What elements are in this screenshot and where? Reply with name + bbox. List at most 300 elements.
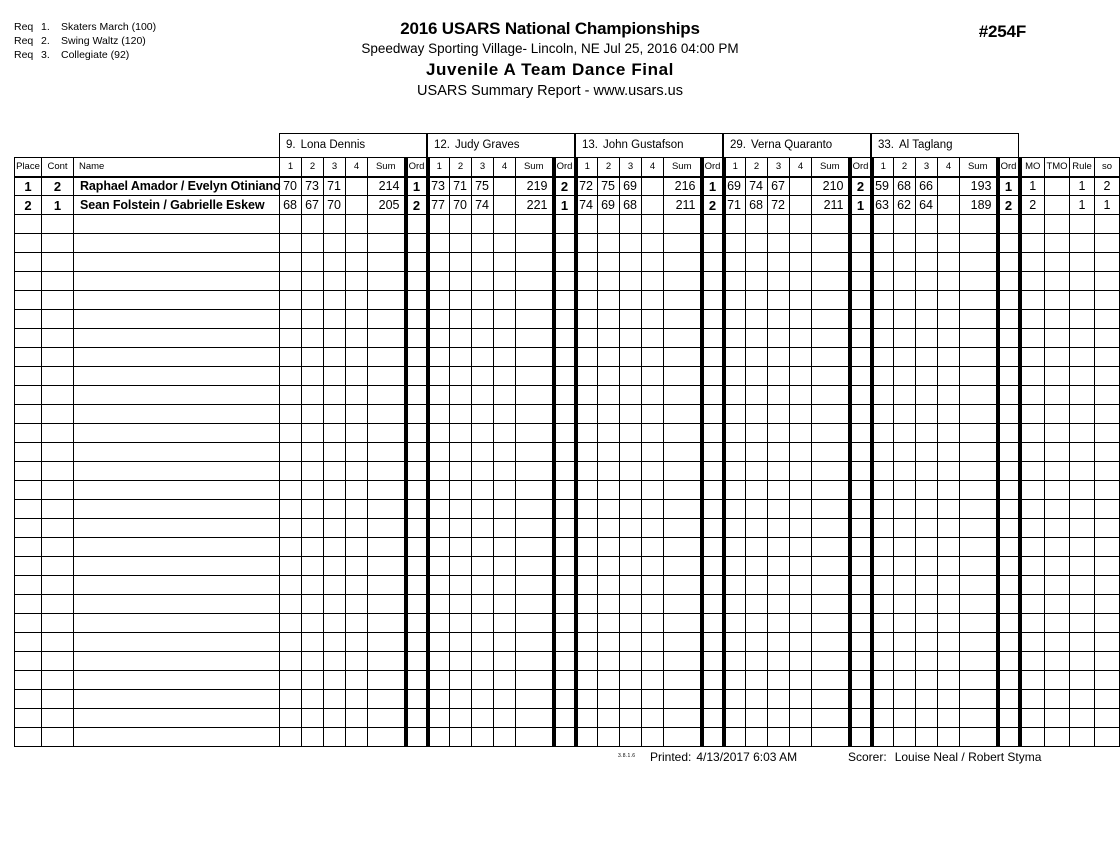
cell-empty	[598, 595, 620, 614]
event-title: Juvenile A Team Dance Final	[426, 60, 674, 79]
cell-empty	[746, 386, 768, 405]
cell-empty	[280, 424, 302, 443]
requirement-label: Req	[14, 49, 34, 61]
cell-judge5-sum: 189	[960, 196, 998, 215]
table-row-empty[interactable]	[15, 329, 1120, 348]
cell-empty	[790, 234, 812, 253]
cell-empty	[42, 462, 74, 481]
cell-empty	[42, 443, 74, 462]
cell-empty	[598, 557, 620, 576]
cell-empty	[702, 538, 724, 557]
cell-empty	[620, 405, 642, 424]
table-row-empty[interactable]	[15, 576, 1120, 595]
cell-empty	[472, 424, 494, 443]
cell-empty	[428, 348, 450, 367]
cell-empty	[368, 405, 406, 424]
table-row-empty[interactable]	[15, 614, 1120, 633]
cell-empty	[790, 215, 812, 234]
cell-empty	[576, 481, 598, 500]
cell-empty	[406, 538, 428, 557]
cell-empty	[872, 272, 894, 291]
cell-empty	[554, 538, 576, 557]
cell-empty	[406, 462, 428, 481]
cell-empty	[998, 272, 1020, 291]
cell-empty	[724, 576, 746, 595]
cell-empty	[1070, 253, 1095, 272]
cell-empty	[850, 671, 872, 690]
cell-empty	[664, 291, 702, 310]
cell-empty	[768, 481, 790, 500]
cell-empty	[642, 671, 664, 690]
table-row-empty[interactable]	[15, 538, 1120, 557]
cell-empty	[346, 234, 368, 253]
cell-empty	[302, 462, 324, 481]
table-row-empty[interactable]	[15, 424, 1120, 443]
cell-empty	[494, 481, 516, 500]
cell-empty	[74, 462, 280, 481]
cell-empty	[472, 519, 494, 538]
cell-empty	[15, 291, 42, 310]
cell-empty	[724, 728, 746, 747]
cell-empty	[768, 272, 790, 291]
col-header-judge5-score3: 3	[916, 158, 938, 177]
cell-empty	[746, 443, 768, 462]
cell-empty	[702, 709, 724, 728]
cell-empty	[302, 690, 324, 709]
cell-empty	[872, 424, 894, 443]
cell-empty	[516, 633, 554, 652]
cell-empty	[1070, 329, 1095, 348]
cell-judge4-sum: 211	[812, 196, 850, 215]
cell-empty	[494, 633, 516, 652]
cell-empty	[872, 291, 894, 310]
cell-judge3-score1: 74	[576, 196, 598, 215]
cell-judge3-sum: 216	[664, 177, 702, 196]
cell-empty	[15, 671, 42, 690]
cell-judge2-score4	[494, 196, 516, 215]
cell-empty	[812, 405, 850, 424]
cell-empty	[280, 272, 302, 291]
cell-empty	[938, 386, 960, 405]
cell-empty	[1045, 595, 1070, 614]
cell-empty	[74, 671, 280, 690]
cell-empty	[664, 728, 702, 747]
cell-judge4-sum: 210	[812, 177, 850, 196]
cell-empty	[620, 481, 642, 500]
cell-empty	[1020, 310, 1045, 329]
cell-empty	[1095, 500, 1120, 519]
cell-empty	[790, 462, 812, 481]
cell-empty	[428, 405, 450, 424]
cell-empty	[998, 367, 1020, 386]
judge-header-band	[14, 133, 1043, 158]
table-row-empty[interactable]	[15, 272, 1120, 291]
cell-empty	[938, 443, 960, 462]
cell-empty	[724, 633, 746, 652]
cell-empty	[746, 538, 768, 557]
col-header-judge3-sum: Sum	[664, 158, 702, 177]
cell-empty	[42, 557, 74, 576]
table-row-empty[interactable]	[15, 728, 1120, 747]
table-row-empty[interactable]	[15, 481, 1120, 500]
cell-empty	[746, 424, 768, 443]
cell-empty	[516, 310, 554, 329]
cell-empty	[598, 633, 620, 652]
table-row-empty[interactable]	[15, 500, 1120, 519]
col-header-judge5-sum: Sum	[960, 158, 998, 177]
cell-empty	[620, 557, 642, 576]
table-row-empty[interactable]	[15, 310, 1120, 329]
cell-empty	[406, 652, 428, 671]
cell-judge5-score4	[938, 177, 960, 196]
cell-empty	[576, 443, 598, 462]
table-row[interactable]	[15, 177, 1120, 196]
cell-empty	[768, 595, 790, 614]
cell-empty	[576, 367, 598, 386]
cell-empty	[702, 329, 724, 348]
cell-empty	[450, 652, 472, 671]
cell-empty	[472, 728, 494, 747]
cell-empty	[516, 728, 554, 747]
col-header-judge5-ord: Ord	[998, 158, 1020, 177]
cell-empty	[916, 538, 938, 557]
cell-judge4-score4	[790, 177, 812, 196]
cell-empty	[406, 215, 428, 234]
cell-empty	[768, 500, 790, 519]
cell-empty	[450, 329, 472, 348]
col-header-judge2-score4: 4	[494, 158, 516, 177]
cell-empty	[472, 500, 494, 519]
cell-empty	[960, 576, 998, 595]
cell-empty	[516, 253, 554, 272]
cell-empty	[790, 443, 812, 462]
cell-empty	[324, 519, 346, 538]
cell-empty	[620, 500, 642, 519]
cell-empty	[368, 481, 406, 500]
cell-empty	[812, 386, 850, 405]
cell-empty	[368, 671, 406, 690]
cell-empty	[938, 291, 960, 310]
cell-empty	[702, 215, 724, 234]
cell-empty	[406, 329, 428, 348]
cell-empty	[42, 671, 74, 690]
cell-empty	[368, 595, 406, 614]
cell-empty	[1070, 614, 1095, 633]
cell-empty	[406, 481, 428, 500]
cell-empty	[74, 405, 280, 424]
cell-empty	[576, 348, 598, 367]
cell-empty	[406, 576, 428, 595]
cell-tmo	[1045, 196, 1070, 215]
cell-empty	[724, 443, 746, 462]
cell-empty	[702, 253, 724, 272]
cell-empty	[74, 557, 280, 576]
cell-empty	[302, 500, 324, 519]
cell-empty	[998, 253, 1020, 272]
table-row-empty[interactable]	[15, 709, 1120, 728]
cell-empty	[768, 253, 790, 272]
cell-empty	[74, 367, 280, 386]
cell-empty	[1045, 633, 1070, 652]
cell-empty	[916, 367, 938, 386]
cell-empty	[302, 291, 324, 310]
cell-empty	[15, 557, 42, 576]
cell-empty	[42, 481, 74, 500]
cell-empty	[998, 633, 1020, 652]
cell-empty	[346, 329, 368, 348]
cell-empty	[746, 462, 768, 481]
cell-empty	[620, 633, 642, 652]
cell-empty	[642, 481, 664, 500]
table-row-empty[interactable]	[15, 234, 1120, 253]
cell-empty	[346, 386, 368, 405]
cell-empty	[812, 538, 850, 557]
cell-empty	[494, 671, 516, 690]
cell-empty	[664, 671, 702, 690]
cell-empty	[642, 709, 664, 728]
cell-empty	[406, 272, 428, 291]
cell-empty	[642, 310, 664, 329]
cell-empty	[850, 348, 872, 367]
cell-empty	[872, 538, 894, 557]
cell-empty	[620, 462, 642, 481]
cell-empty	[302, 614, 324, 633]
cell-empty	[368, 500, 406, 519]
cell-judge3-ord: 1	[702, 177, 724, 196]
cell-empty	[346, 310, 368, 329]
cell-empty	[998, 481, 1020, 500]
cell-empty	[428, 557, 450, 576]
cell-empty	[324, 424, 346, 443]
cell-empty	[494, 424, 516, 443]
cell-empty	[1045, 310, 1070, 329]
cell-empty	[576, 291, 598, 310]
cell-empty	[664, 652, 702, 671]
cell-empty	[598, 690, 620, 709]
cell-empty	[812, 481, 850, 500]
cell-empty	[346, 272, 368, 291]
cell-empty	[346, 500, 368, 519]
cell-empty	[938, 348, 960, 367]
cell-empty	[406, 253, 428, 272]
cell-empty	[1095, 633, 1120, 652]
cell-empty	[1095, 690, 1120, 709]
cell-empty	[302, 576, 324, 595]
cell-empty	[428, 329, 450, 348]
cell-empty	[1095, 538, 1120, 557]
cell-empty	[1095, 386, 1120, 405]
table-row-empty[interactable]	[15, 633, 1120, 652]
cell-empty	[746, 614, 768, 633]
cell-empty	[938, 405, 960, 424]
cell-empty	[664, 481, 702, 500]
cell-empty	[620, 253, 642, 272]
cell-empty	[746, 253, 768, 272]
cell-empty	[346, 348, 368, 367]
col-header-judge3-score2: 2	[598, 158, 620, 177]
cell-empty	[428, 481, 450, 500]
cell-empty	[790, 424, 812, 443]
table-row-empty[interactable]	[15, 462, 1120, 481]
cell-empty	[576, 310, 598, 329]
cell-empty	[494, 500, 516, 519]
cell-empty	[768, 576, 790, 595]
table-row-empty[interactable]	[15, 367, 1120, 386]
venue-datetime: Speedway Sporting Village- Lincoln, NE Jul 25, 2016 04:00 PM	[361, 41, 739, 56]
table-row-empty[interactable]	[15, 405, 1120, 424]
cell-empty	[42, 690, 74, 709]
cell-empty	[872, 367, 894, 386]
cell-empty	[746, 671, 768, 690]
cell-empty	[1070, 557, 1095, 576]
cell-empty	[998, 557, 1020, 576]
cell-empty	[450, 557, 472, 576]
table-row-empty[interactable]	[15, 690, 1120, 709]
cell-empty	[406, 348, 428, 367]
cell-empty	[516, 614, 554, 633]
cell-empty	[724, 557, 746, 576]
cell-empty	[790, 690, 812, 709]
cell-empty	[516, 500, 554, 519]
cell-empty	[938, 671, 960, 690]
cell-empty	[702, 690, 724, 709]
cell-judge5-score1: 59	[872, 177, 894, 196]
judge-name: Lona Dennis	[300, 139, 366, 151]
cell-empty	[746, 652, 768, 671]
cell-empty	[576, 462, 598, 481]
cell-empty	[746, 595, 768, 614]
judge-name: Verna Quaranto	[751, 139, 833, 151]
cell-empty	[428, 690, 450, 709]
cell-empty	[894, 576, 916, 595]
cell-empty	[280, 348, 302, 367]
cell-empty	[724, 462, 746, 481]
cell-empty	[15, 728, 42, 747]
cell-judge2-score3: 74	[472, 196, 494, 215]
cell-empty	[916, 234, 938, 253]
cell-empty	[1095, 291, 1120, 310]
cell-empty	[280, 386, 302, 405]
cell-empty	[664, 519, 702, 538]
cell-empty	[790, 405, 812, 424]
col-header-judge1-score4: 4	[346, 158, 368, 177]
cell-empty	[664, 405, 702, 424]
table-row-empty[interactable]	[15, 443, 1120, 462]
cell-empty	[790, 500, 812, 519]
cell-empty	[368, 690, 406, 709]
cell-empty	[664, 310, 702, 329]
cell-empty	[368, 538, 406, 557]
cell-empty	[938, 500, 960, 519]
cell-empty	[15, 424, 42, 443]
cell-judge2-ord: 1	[554, 196, 576, 215]
cell-empty	[872, 633, 894, 652]
table-row-empty[interactable]	[15, 652, 1120, 671]
cell-empty	[724, 481, 746, 500]
scorer-label: Scorer:	[848, 750, 887, 764]
table-row-empty[interactable]	[15, 348, 1120, 367]
cell-empty	[850, 215, 872, 234]
cell-empty	[554, 728, 576, 747]
cell-empty	[15, 576, 42, 595]
table-row[interactable]	[15, 196, 1120, 215]
cell-empty	[324, 310, 346, 329]
cell-empty	[15, 595, 42, 614]
cell-empty	[998, 690, 1020, 709]
cell-empty	[1045, 272, 1070, 291]
cell-empty	[516, 272, 554, 291]
cell-empty	[664, 538, 702, 557]
cell-empty	[324, 500, 346, 519]
cell-empty	[494, 728, 516, 747]
cell-empty	[850, 500, 872, 519]
cell-empty	[938, 253, 960, 272]
cell-judge5-score1: 63	[872, 196, 894, 215]
table-row-empty[interactable]	[15, 253, 1120, 272]
cell-empty	[450, 310, 472, 329]
cell-empty	[576, 424, 598, 443]
cell-empty	[1070, 310, 1095, 329]
event-number: #254F	[978, 22, 1026, 41]
cell-empty	[850, 614, 872, 633]
cell-empty	[576, 500, 598, 519]
table-row-empty[interactable]	[15, 215, 1120, 234]
cell-empty	[428, 519, 450, 538]
table-row-empty[interactable]	[15, 595, 1120, 614]
cell-empty	[812, 424, 850, 443]
cell-empty	[554, 614, 576, 633]
cell-judge2-score2: 71	[450, 177, 472, 196]
cell-empty	[494, 405, 516, 424]
cell-empty	[42, 310, 74, 329]
cell-empty	[1020, 728, 1045, 747]
cell-judge1-score3: 71	[324, 177, 346, 196]
cell-empty	[15, 500, 42, 519]
cell-empty	[620, 614, 642, 633]
cell-empty	[494, 462, 516, 481]
requirement-text: Collegiate (92)	[61, 49, 130, 61]
table-row-empty[interactable]	[15, 519, 1120, 538]
table-row-empty[interactable]	[15, 557, 1120, 576]
cell-empty	[598, 652, 620, 671]
cell-empty	[916, 329, 938, 348]
table-row-empty[interactable]	[15, 291, 1120, 310]
cell-empty	[554, 367, 576, 386]
cell-empty	[620, 291, 642, 310]
cell-empty	[894, 234, 916, 253]
cell-empty	[1095, 576, 1120, 595]
cell-empty	[302, 234, 324, 253]
cell-empty	[664, 272, 702, 291]
cell-empty	[472, 595, 494, 614]
cell-empty	[554, 405, 576, 424]
cell-empty	[620, 329, 642, 348]
cell-empty	[428, 310, 450, 329]
table-row-empty[interactable]	[15, 671, 1120, 690]
table-row-empty[interactable]	[15, 386, 1120, 405]
cell-empty	[1020, 652, 1045, 671]
cell-empty	[302, 709, 324, 728]
cell-empty	[1095, 671, 1120, 690]
cell-empty	[702, 500, 724, 519]
cell-empty	[280, 595, 302, 614]
cell-empty	[1045, 234, 1070, 253]
cell-empty	[664, 234, 702, 253]
cell-empty	[746, 576, 768, 595]
cell-empty	[324, 405, 346, 424]
cell-empty	[280, 310, 302, 329]
cell-empty	[812, 272, 850, 291]
